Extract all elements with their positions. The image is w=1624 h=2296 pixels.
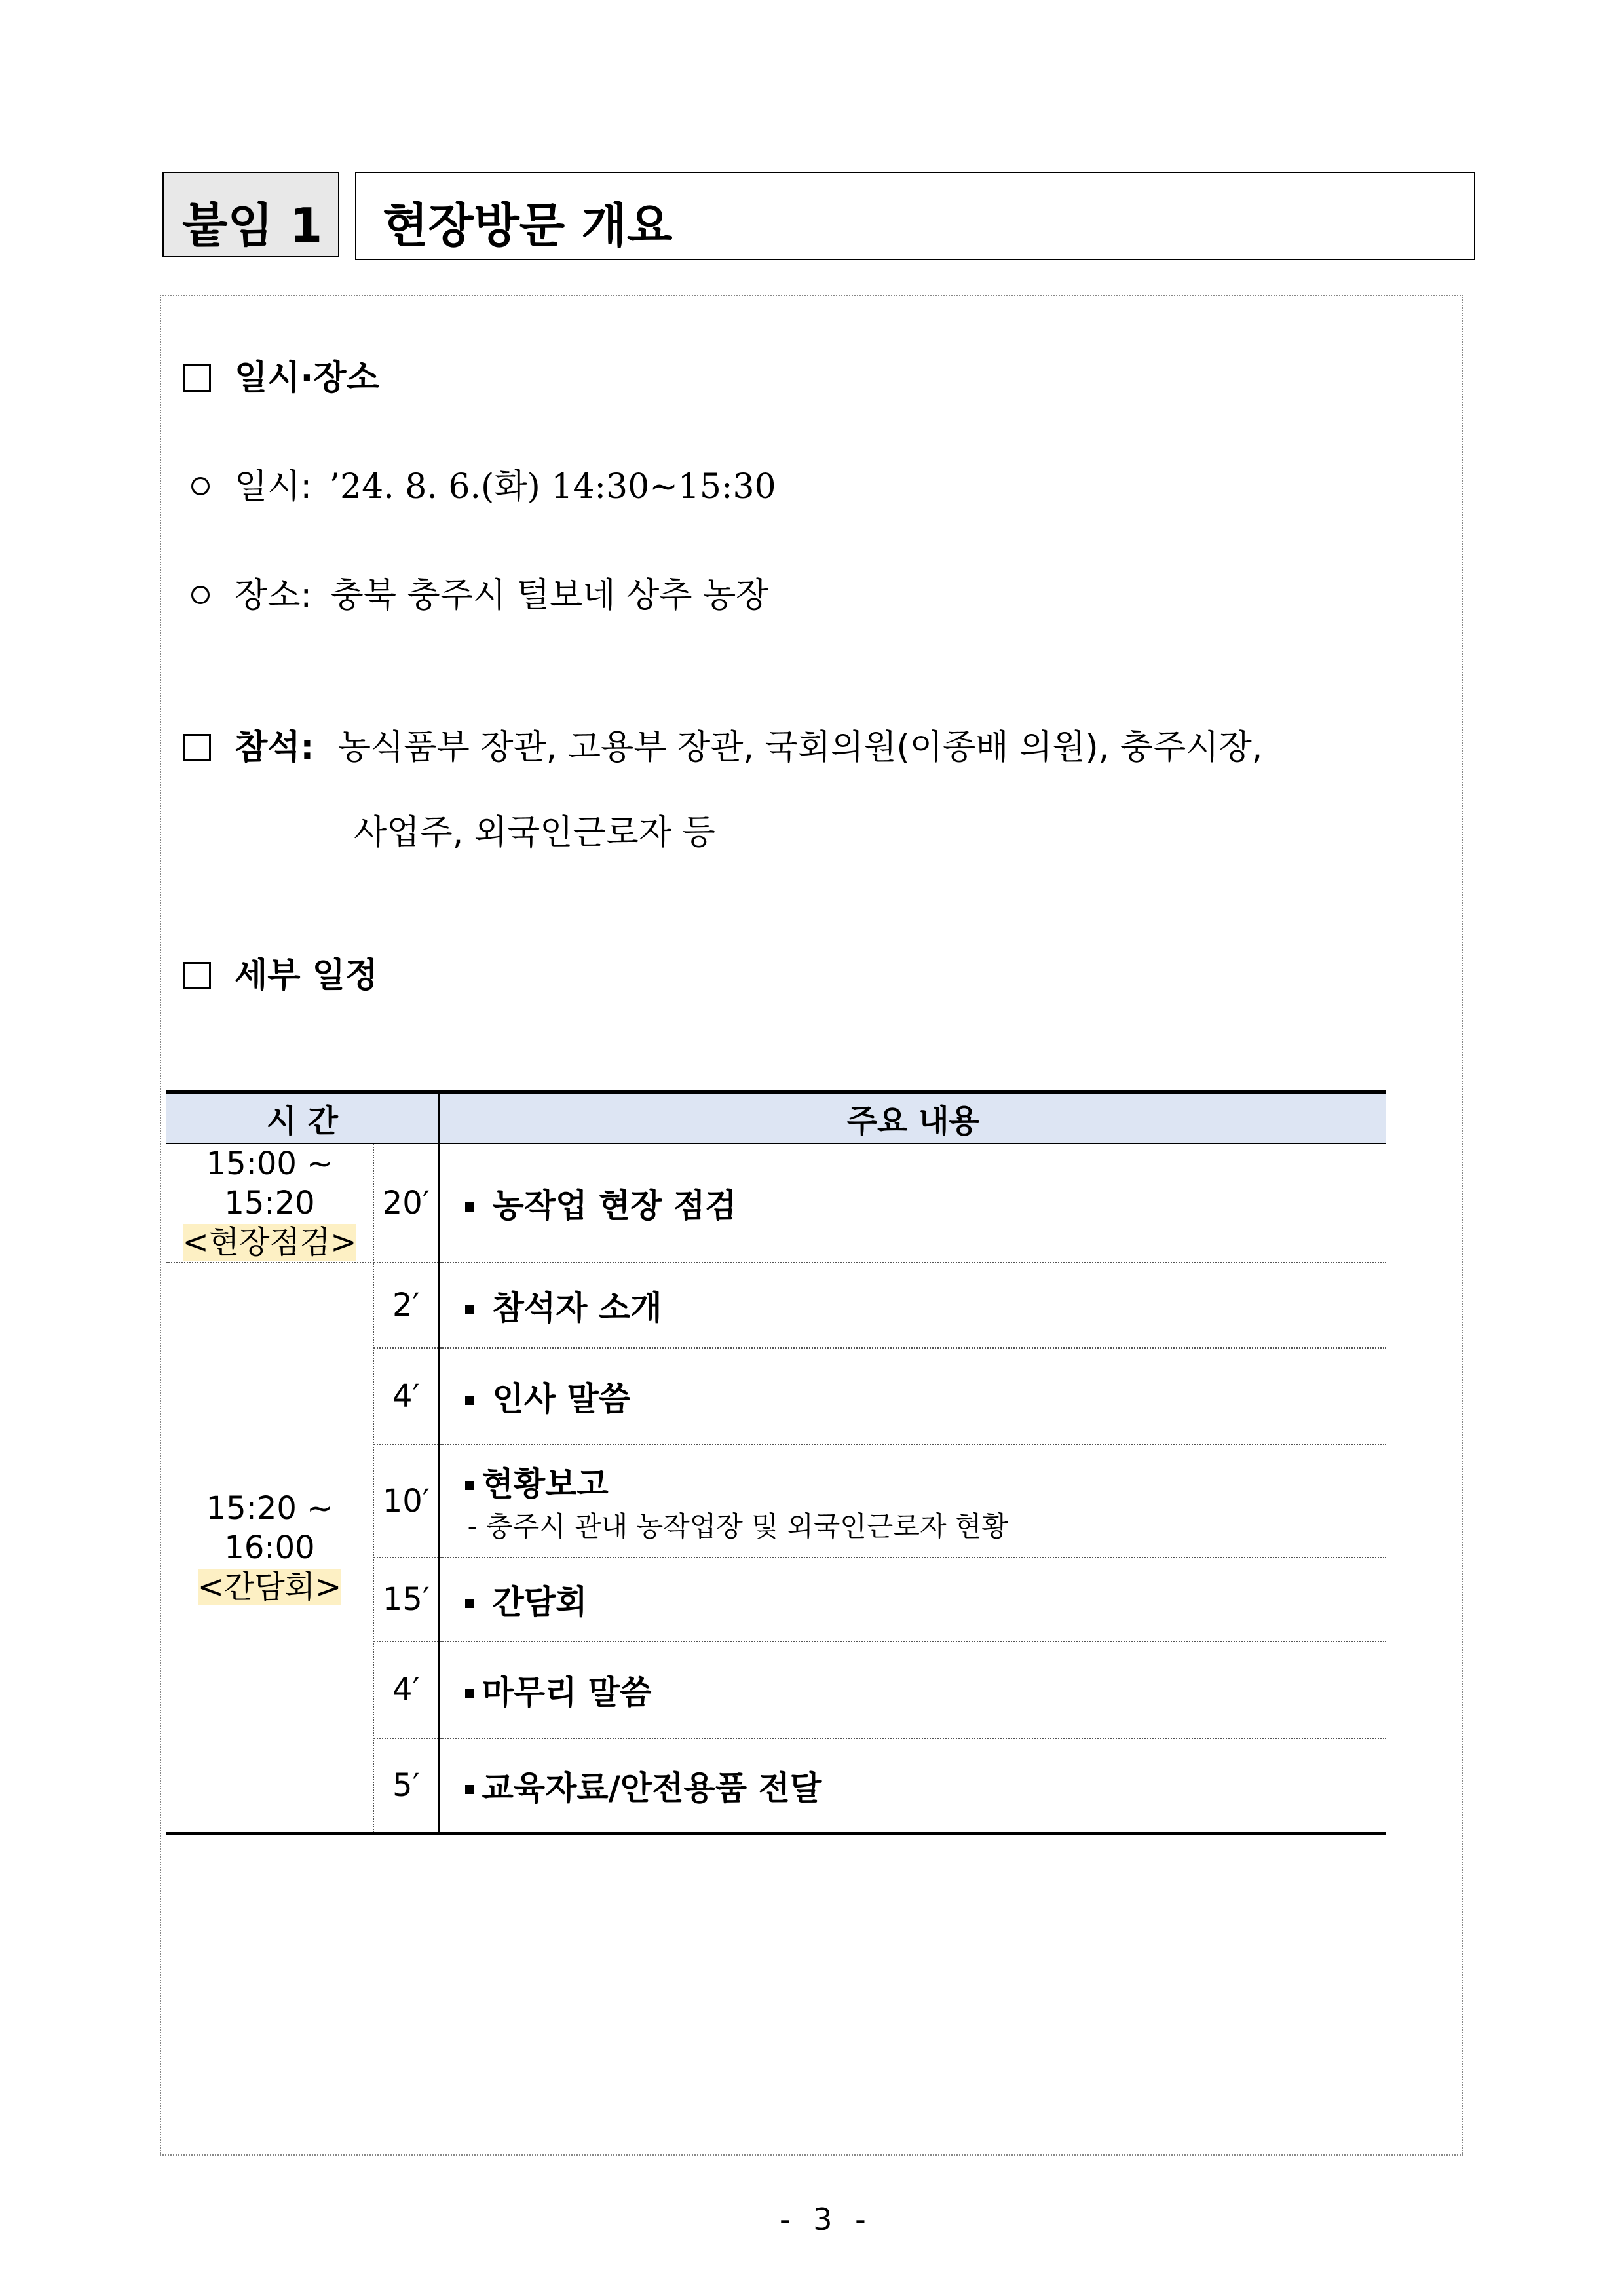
time-block-meeting — [166, 1263, 373, 1834]
minutes: 20′ — [373, 1143, 439, 1263]
section-heading: 세부 일정 — [235, 956, 379, 995]
section-attendees — [183, 719, 1262, 769]
circle-bullet-icon — [191, 586, 210, 604]
page-title: 현장방문 개요 — [383, 198, 673, 253]
section-heading: 일시·장소 — [235, 358, 379, 398]
square-bullet-icon — [465, 1202, 474, 1212]
attendees-line-2: 사업주, 외국인근로자 등 — [354, 813, 715, 852]
date-value: ’24. 8. 6.(화) 14:30~15:30 — [329, 467, 776, 507]
place-line — [191, 567, 768, 617]
content-cell: 교육자료/안전용품 전달 — [439, 1738, 1386, 1834]
circle-bullet-icon — [191, 477, 210, 495]
title-box — [355, 172, 1475, 260]
square-bullet-icon — [465, 1689, 474, 1698]
time-block-site — [166, 1143, 373, 1263]
square-bullet-icon — [465, 1785, 474, 1794]
time-range: 15:00 ~ 15:20 — [206, 1145, 333, 1221]
section-datetime-place — [183, 350, 379, 399]
checkbox-square-icon — [183, 962, 211, 989]
schedule-table — [166, 1090, 1386, 1835]
content-cell: 인사 말씀 — [439, 1348, 1386, 1445]
square-bullet-icon — [465, 1396, 474, 1405]
table-row — [166, 1143, 1386, 1263]
header-content: 주요 내용 — [439, 1092, 1386, 1143]
minutes: 5′ — [373, 1738, 439, 1834]
minutes: 10′ — [373, 1445, 439, 1558]
table-row — [166, 1263, 1386, 1348]
place-value: 충북 충주시 털보네 상추 농장 — [330, 576, 769, 615]
content-cell: 현황보고 - 충주시 관내 농작업장 및 외국인근로자 현황 — [439, 1445, 1386, 1558]
content-cell: 마무리 말씀 — [439, 1641, 1386, 1738]
content-cell: 간담회 — [439, 1558, 1386, 1641]
checkbox-square-icon — [183, 734, 211, 761]
minutes: 2′ — [373, 1263, 439, 1348]
date-line — [191, 459, 776, 508]
checkbox-square-icon — [183, 364, 211, 392]
table-header-row — [166, 1092, 1386, 1143]
content-subtext: - 충주시 관내 농작업장 및 외국인근로자 현황 — [467, 1510, 1009, 1542]
attendees-line-1: 농식품부 장관, 고용부 장관, 국회의원(이종배 의원), 충주시장, — [337, 728, 1263, 767]
minutes: 4′ — [373, 1348, 439, 1445]
square-bullet-icon — [465, 1599, 474, 1608]
content-cell: 참석자 소개 — [439, 1263, 1386, 1348]
section-heading: 참석: — [235, 728, 314, 767]
time-label: <간담회> — [197, 1568, 342, 1605]
attachment-tag — [162, 172, 339, 257]
time-label: <현장점검> — [182, 1223, 357, 1261]
time-range: 15:20 ~ 16:00 — [206, 1489, 333, 1566]
minutes: 15′ — [373, 1558, 439, 1641]
square-bullet-icon — [465, 1305, 474, 1314]
page-number: - 3 - — [780, 2202, 873, 2237]
date-label: 일시: — [235, 467, 312, 507]
square-bullet-icon — [465, 1481, 474, 1490]
header-time: 시 간 — [166, 1092, 439, 1143]
place-label: 장소: — [235, 576, 312, 615]
minutes: 4′ — [373, 1641, 439, 1738]
content-cell: 농작업 현장 점검 — [439, 1143, 1386, 1263]
attachment-tag-text: 붙임 1 — [182, 198, 323, 253]
section-schedule — [183, 947, 378, 997]
